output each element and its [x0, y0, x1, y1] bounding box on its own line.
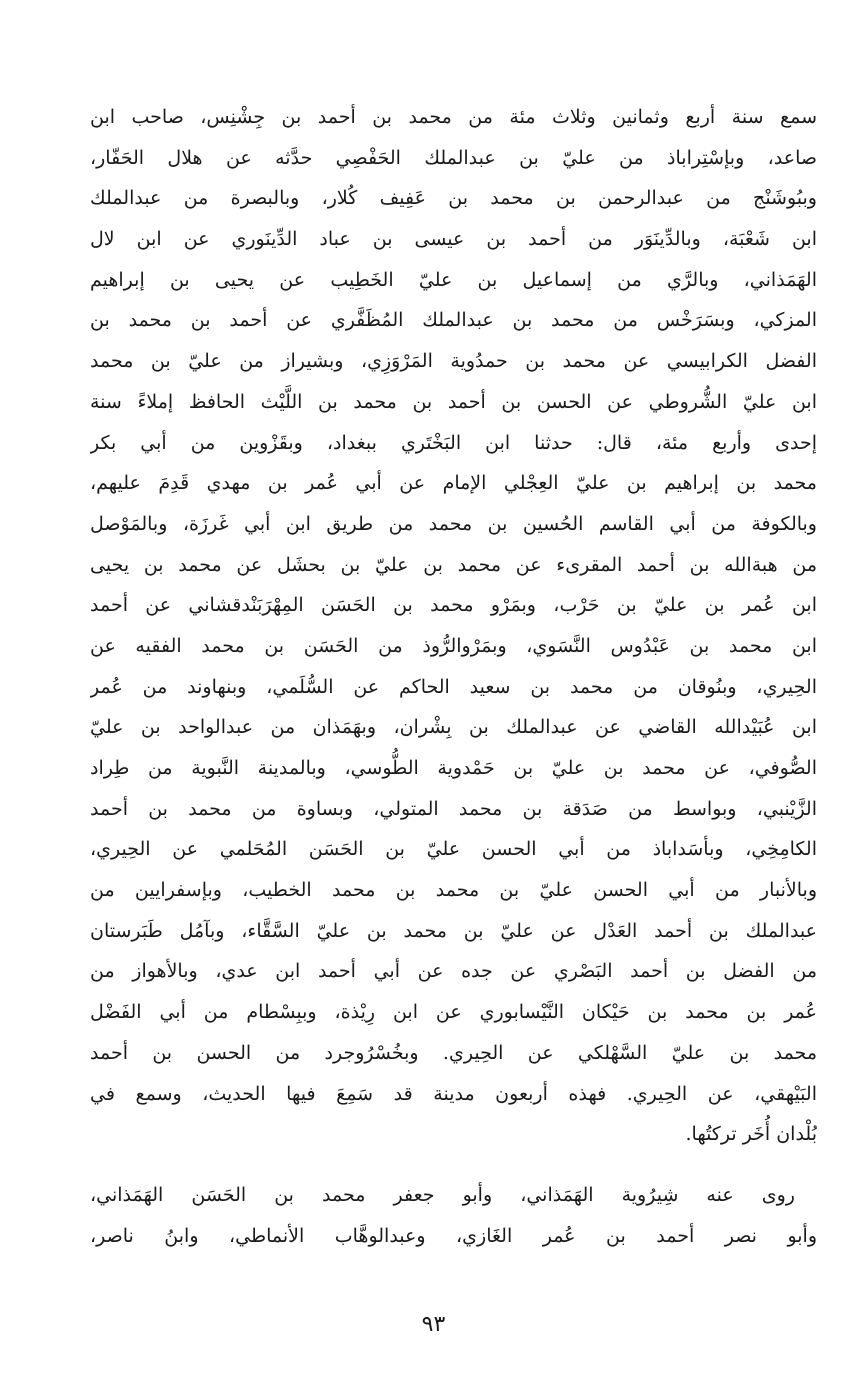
- text-line: محمد بن إبراهيم بن عليّ العِجْلي الإمام عن أبي عُمر بن مهدي قَدِمَ عليهم،: [90, 472, 817, 495]
- text-line: عبدالملك بن أحمد العَدْل عن عليّ بن محمد بن عليّ السَّقَّاء، وبآمُل طَبَرستان: [90, 919, 817, 942]
- page-number: ٩٣: [421, 1312, 446, 1337]
- text-line: وببُوشَنْج من عبدالرحمن بن محمد بن عَفِيف كُلار، وبالبصرة من عبدالملك: [90, 187, 817, 210]
- text-line: بُلْدان أُخَر تركتُها.: [685, 1123, 817, 1146]
- text-line: وأبو نصر أحمد بن عُمر الغَازي، وعبدالوهَّاب الأنماطي، وابنُ ناصر،: [90, 1224, 817, 1247]
- text-line: ابن عُبَيْدالله القاضي عن عبدالملك بن بِشْران، وبهَمَذان من عبدالواحد بن عليّ: [90, 716, 817, 739]
- text-line: ابن شَعْبَة، وبالدِّينَوَر من أحمد بن عيسى بن عباد الدِّينَوري عن ابن لال: [90, 228, 817, 251]
- text-line: البَيْهقي، عن الحِيري. فهذه أربعون مدينة قد سَمِعَ فيها الحديث، وسمع في: [90, 1082, 817, 1105]
- text-line: إحدى وأربع مئة، قال: حدثنا ابن البَخْتَري ببغداد، وبقَزْوين من أبي بكر: [90, 431, 817, 454]
- text-line: المزكي، وبسَرَخْس من محمد بن عبدالملك المُظَفَّري عن أحمد بن محمد بن: [90, 309, 817, 332]
- text-line: وبالأنبار من أبي الحسن عليّ بن محمد بن محمد الخطيب، وبإسفرايين من: [90, 879, 817, 902]
- text-line: الهَمَذاني، وبالرَّي من إسماعيل بن عليّ الخَطِيب عن يحيى بن إبراهيم: [90, 268, 817, 291]
- text-line: صاعد، وبإسْتِراباذ من عليّ بن عبدالملك الحَفْصِي حدَّثه عن هلال الحَفّار،: [90, 146, 817, 169]
- text-line: عُمر بن محمد بن حَيْكان النَّيْسابوري عن ابن رِيْذة، وببِسْطام من أبي الفَضْل: [90, 1001, 817, 1024]
- text-line: الزَّيْنبي، وبواسط من صَدَقة بن محمد المتولي، وبساوة من محمد بن أحمد: [90, 797, 817, 820]
- text-line: الحِيري، وبنُوقان من محمد بن سعيد الحاكم عن السُّلَمي، وبنهاوند من عُمر: [90, 675, 817, 698]
- body-text: [90, 97, 817, 1256]
- text-line: سمع سنة أربع وثمانين وثلاث مئة من محمد بن أحمد بن جِشْنِس، صاحب ابن: [90, 106, 817, 128]
- text-line: ابن عليّ الشُّروطي عن الحسن بن أحمد بن محمد بن اللَّيْث الحافظ إملاءً سنة: [90, 390, 817, 413]
- paragraph-1: [90, 97, 817, 1155]
- text-line: الصُّوفي، عن محمد بن عليّ بن حَمْدوية الطُّوسي، وبالمدينة النَّبوية من طِراد: [90, 757, 817, 779]
- text-line: الفضل الكرابيسي عن محمد بن حمدُوية المَرْوَزِي، وبشيراز من عليّ بن محمد: [90, 350, 817, 373]
- text-line: وبالكوفة من أبي القاسم الحُسين بن محمد من طريق ابن أبي غَرزَة، وبالمَوْصل: [90, 512, 817, 535]
- text-line: الكامِخِي، وبأسَداباذ من أبي الحسن عليّ بن الحَسَن المُحَلمي عن الحِيري،: [90, 838, 817, 861]
- text-line: روى عنه شِيرُوية الهَمَذاني، وأبو جعفر محمد بن الحَسَن الهَمَذاني،: [90, 1183, 795, 1206]
- text-line: من الفضل بن أحمد البَصْري عن جده عن أبي أحمد ابن عدي، وبالأهواز من: [90, 960, 817, 983]
- text-line: من هبةالله بن أحمد المقرىء عن محمد بن عليّ بن بحشَل عن محمد بن يحيى: [90, 553, 817, 576]
- text-line: محمد بن عليّ السَّهْلكي عن الحِيري. وبخُسْرُوجرد من الحسن بن أحمد: [90, 1041, 817, 1064]
- text-line: ابن عُمر بن عليّ بن حَرْب، وبمَرْو محمد بن الحَسَن المِهْرَبَنْدقشاني عن أحمد: [90, 594, 817, 617]
- paragraph-2: [90, 1175, 817, 1256]
- text-line: ابن محمد بن عَبْدُوس النَّسَوي، وبمَرْوالرُّوذ من الحَسَن بن محمد الفقيه عن: [90, 634, 817, 657]
